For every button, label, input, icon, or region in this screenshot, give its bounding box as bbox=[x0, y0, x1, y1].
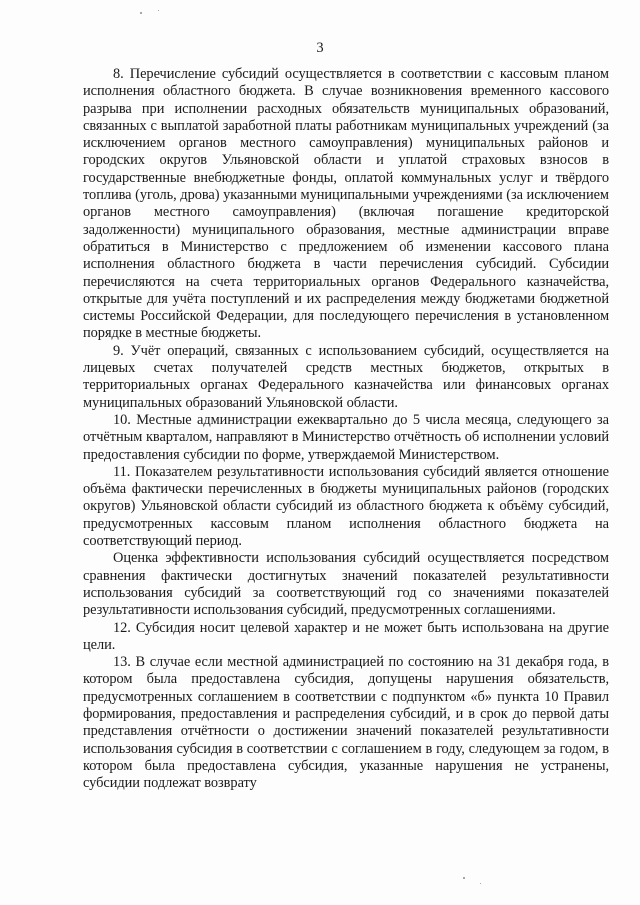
scan-speck bbox=[463, 877, 465, 879]
document-body bbox=[83, 66, 609, 792]
paragraph-10: 10. Местные администрации ежеквартально до 5 числа месяца, следующего за отчётным кварталом, направляют в Министерство отчётность об исполнении условий предоставления субсидии по форме, утверждаемой Министерством. bbox=[83, 411, 609, 463]
paragraph-11: 11. Показателем результативности использования субсидий является отношение объёма фактически перечисленных в бюджеты муниципальных районов (городских округов) Ульяновской области субсидий из областного бюджета к объёму субсидий, предусмотренных кассовым планом исполнения областного бюджета на соответствующий период. bbox=[83, 463, 609, 550]
paragraph-11-evaluation: Оценка эффективности использования субсидий осуществляется посредством сравнения фактически достигнутых значений показателей результативности использования субсидий за соответствующий год со значениями показателей результативности использования субсидий, предусмотренных соглашениями. bbox=[83, 550, 609, 619]
scan-speck bbox=[158, 10, 159, 11]
paragraph-8: 8. Перечисление субсидий осуществляется в соответствии с кассовым планом исполнения областного бюджета. В случае возникновения временного кассового разрыва при исполнении расходных обязательств муниципальных образований, связанных с выплатой заработной платы работникам муниципальных учреждений (за исключением органов местного самоуправления) муниципальных районов и городских округов Ульяновской области и уплатой страховых взносов в государственные внебюджетные фонды, оплатой коммунальных услуг и твёрдого топлива (уголь, дрова) указанными муниципальными учреждениями (за исключением органов местного самоуправления) (включая погашение кредиторской задолженности) муниципального образования, местные администрации вправе обратиться в Министерство с предложением об изменении кассового плана исполнения областного бюджета в части перечисления субсидий. Субсидии перечисляются на счета территориальных органов Федерального казначейства, открытые для учёта поступлений и их распределения между бюджетами бюджетной системы Российской Федерации, для последующего перечисления в установленном порядке в местные бюджеты. bbox=[83, 66, 609, 342]
scan-speck bbox=[480, 883, 481, 884]
scan-speck bbox=[140, 12, 142, 14]
paragraph-13: 13. В случае если местной администрацией по состоянию на 31 декабря года, в котором была предоставлена субсидия, допущены нарушения обязательств, предусмотренных соглашением в соответствии с подпунктом «б» пункта 10 Правил формирования, предоставления и распределения субсидий, и в срок до первой даты представления отчётности о достижении значений показателей результативности использования субсидия в соответствии с соглашением в году, следующем за годом, в котором была предоставлена субсидия, указанные нарушения не устранены, субсидии подлежат возврату bbox=[83, 654, 609, 792]
page-number: 3 bbox=[316, 40, 324, 56]
paragraph-9: 9. Учёт операций, связанных с использованием субсидий, осуществляется на лицевых счетах получателей средств местных бюджетов, открытых в территориальных органах Федерального казначейства или финансовых органах муниципальных образований Ульяновской области. bbox=[83, 342, 609, 411]
paragraph-12: 12. Субсидия носит целевой характер и не может быть использована на другие цели. bbox=[83, 619, 609, 653]
